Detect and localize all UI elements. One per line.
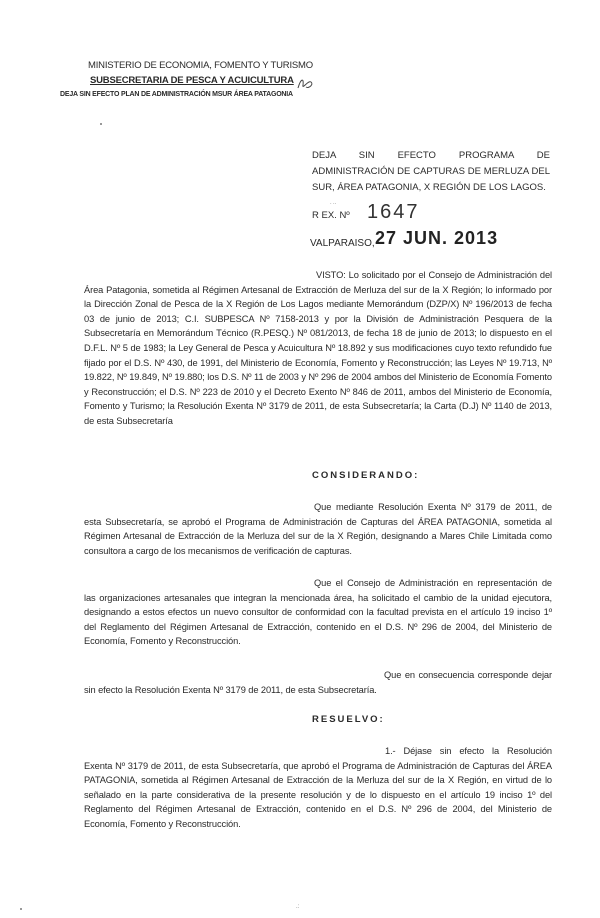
document-reference: DEJA SIN EFECTO PLAN DE ADMINISTRACIÓN MSUR ÁREA PATAGONIA	[60, 91, 293, 98]
considerando-item	[84, 576, 552, 649]
resolution-number: 1647	[367, 201, 420, 223]
considerando-text: Que mediante Resolución Exenta Nº 3179 de 2011, de esta Subsecretaría, se aprobó el Programa de Administración de Capturas del ÁREA PATAGONIA, sometida al Régimen Artesanal de Extracción de la Merluza del sur de la X Región, designando a Mares Chile Limitada como consultora a cargo de los mecanismos de verificación de capturas.	[84, 502, 552, 556]
visto-text: VISTO: Lo solicitado por el Consejo de Administración del Área Patagonia, sometida al Régimen Artesanal de Extracción de Merluza del sur de la X Región; lo informado por la Dirección Zonal de Pesca de la X Región de Los Lagos mediante Memorándum (DZP/X) Nº 196/2013 de fecha 03 de junio de 2013; C.I. SUBPESCA Nº 7158-2013 y por la División de Administración Pesquera de la Subsecretaría en Memorándum Técnico (R.PESQ.) Nº 081/2013, de fecha 18 de junio de 2013; lo dispuesto en el D.F.L. Nº 5 de 1983; la Ley General de Pesca y Acuicultura Nº 18.892 y sus modificaciones cuyo texto refundido fue fijado por el D.S. Nº 430, de 1991, del Ministerio de Economía, Fomento y Reconstrucción; las Leyes Nº 19.713, Nº 19.822, Nº 19.849, Nº 19.880; los D.S. Nº 11 de 2003 y Nº 296 de 2004 ambos del Ministerio de Economía Fomento y Reconstrucción; el D.S. Nº 223 de 2010 y el Decreto Exento Nº 846 de 2011, ambos del Ministerio de Economía, Fomento y Turismo; la Resolución Exenta Nº 3179 de 2011, de esta Subsecretaría; la Carta (D.J) Nº 1140 de 2013, de esta Subsecretaría	[84, 270, 552, 426]
resuelvo-text: 1.- Déjase sin efecto la Resolución Exenta Nº 3179 de 2011, de esta Subsecretaría, que aprobó el Programa de Administración de Capturas del ÁREA PATAGONIA, sometida al Régimen Artesanal de Extracción de la Merluza del sur de la X Región, en virtud de lo señalado en la parte considerativa de la presente resolución y de lo dispuesto en el artículo 19 inciso 1º del Reglamento del Régimen Artesanal de Extracción, contenido en el D.S. Nº 296 de 2004, del Ministerio de Economía, Fomento y Reconstrucción.	[84, 746, 552, 829]
scan-speck	[20, 908, 22, 910]
considerando-item	[84, 668, 552, 697]
subsecretaria-name: SUBSECRETARIA DE PESCA Y ACUICULTURA	[90, 75, 294, 86]
document-subject: DEJA SIN EFECTO PROGRAMA DE ADMINISTRACIÓN DE CAPTURAS DE MERLUZA DEL SUR, ÁREA PATAGONIA, X REGIÓN DE LOS LAGOS.	[312, 150, 550, 193]
scan-mark: .:	[296, 904, 300, 910]
considerando-item	[84, 500, 552, 558]
visto-paragraph	[84, 268, 552, 429]
resuelvo-item	[84, 744, 552, 832]
handwritten-initials	[296, 76, 316, 92]
stamp-mark: · ··	[330, 201, 337, 207]
resolution-label: R EX. Nº	[312, 210, 350, 221]
resuelvo-heading: RESUELVO:	[312, 714, 385, 725]
city-label: VALPARAISO,	[310, 238, 375, 249]
scan-speck	[100, 123, 102, 125]
considerando-text: Que en consecuencia corresponde dejar sin efecto la Resolución Exenta Nº 3179 de 2011, de esta Subsecretaría.	[84, 670, 552, 695]
considerando-heading: CONSIDERANDO:	[312, 470, 420, 481]
date-stamp: 27 JUN. 2013	[375, 228, 499, 248]
considerando-text: Que el Consejo de Administración en representación de las organizaciones artesanales que integran la mencionada área, ha solicitado el cambio de la unidad ejecutora, designando a estos efectos un nuevo consultor de conformidad con la facultad prevista en el artículo 19 inciso 1º del Reglamento del Régimen Artesanal de Extracción, contenido en el D.S. Nº 296 de 2004, del Ministerio de Economía, Fomento y Reconstrucción.	[84, 578, 552, 647]
ministry-name: MINISTERIO DE ECONOMIA, FOMENTO Y TURISMO	[88, 60, 313, 71]
